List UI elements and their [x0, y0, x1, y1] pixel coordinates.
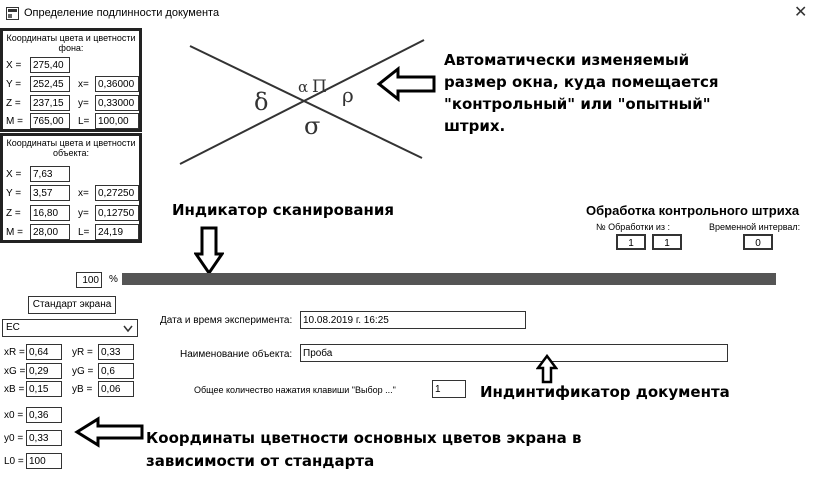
bg-l-label: L=	[78, 116, 90, 127]
screen-standard-value: EC	[6, 322, 20, 333]
xb-label: xB =	[4, 384, 25, 395]
background-coordinates-panel	[0, 28, 142, 132]
yg-field[interactable]: 0,6	[98, 363, 134, 379]
xg-field[interactable]: 0,29	[26, 363, 62, 379]
presses-label: Общее количество нажатия клавиши "Выбор ..."	[194, 385, 396, 395]
processing-total-field[interactable]: 1	[652, 234, 682, 250]
bg-y-chroma-label: y=	[78, 98, 89, 109]
scan-note: Индикатор сканирования	[172, 201, 395, 219]
app-icon	[6, 7, 19, 20]
bg-y-chroma-field[interactable]: 0,33000	[95, 95, 139, 111]
bg-x-chroma-field[interactable]: 0,36000	[95, 76, 139, 92]
obj-x-chroma-field[interactable]: 0,27250	[95, 185, 139, 201]
obj-l-field[interactable]: 24,19	[95, 224, 139, 240]
obj-m-label: M =	[6, 227, 23, 238]
datetime-label: Дата и время эксперимента:	[160, 315, 293, 326]
xr-field[interactable]: 0,64	[26, 344, 62, 360]
sketch-letter-delta: δ	[254, 88, 269, 116]
y0-field[interactable]: 0,33	[26, 430, 62, 446]
coords-note-line-2: зависимости от стандарта	[146, 452, 375, 470]
object-coordinates-panel	[0, 133, 142, 243]
xg-label: xG =	[4, 366, 26, 377]
bg-m-label: M =	[6, 116, 23, 127]
processing-count-label: № Обработки из :	[596, 222, 671, 232]
scan-percent-sign: %	[109, 274, 118, 285]
bg-x-label: X =	[6, 60, 22, 71]
chevron-down-icon	[123, 325, 133, 333]
sketch-letter-pi: Π	[312, 77, 327, 97]
datetime-field[interactable]: 10.08.2019 г. 16:25	[300, 311, 526, 329]
bg-x-chroma-label: x=	[78, 79, 89, 90]
sketch-letter-sigma: σ	[304, 112, 321, 140]
window-note-line-4: штрих.	[444, 117, 506, 135]
bg-l-field[interactable]: 100,00	[95, 113, 139, 129]
bg-x-field[interactable]: 275,40	[30, 57, 70, 73]
window-title: Определение подлинности документа	[24, 7, 220, 19]
coords-note-line-1: Координаты цветности основных цветов экрана в	[146, 429, 582, 447]
window-note-line-2: размер окна, куда помещается	[444, 73, 719, 91]
obj-z-field[interactable]: 16,80	[30, 205, 70, 221]
left-arrow-icon	[74, 416, 146, 448]
screen-standard-select[interactable]	[2, 319, 138, 337]
obj-panel-heading: Координаты цвета и цветности объекта:	[6, 138, 136, 158]
bg-z-label: Z =	[6, 98, 21, 109]
obj-x-chroma-label: x=	[78, 188, 89, 199]
bg-y-label: Y =	[6, 79, 22, 90]
window-note-line-1: Автоматически изменяемый	[444, 51, 690, 69]
screen-standard-label: Стандарт экрана	[28, 296, 116, 314]
object-name-label: Наименование объекта:	[180, 349, 293, 360]
obj-l-label: L=	[78, 227, 90, 238]
obj-z-label: Z =	[6, 208, 21, 219]
up-arrow-icon	[536, 354, 558, 384]
l0-label: L0 =	[4, 456, 24, 467]
left-arrow-icon	[376, 66, 438, 102]
obj-y-chroma-label: y=	[78, 208, 89, 219]
obj-m-field[interactable]: 28,00	[30, 224, 70, 240]
yg-label: yG =	[72, 366, 94, 377]
window-note-line-3: "контрольный" или "опытный"	[444, 95, 711, 113]
sketch-letter-rho: ρ	[342, 83, 354, 107]
bg-z-field[interactable]: 237,15	[30, 95, 70, 111]
l0-field[interactable]: 100	[26, 453, 62, 469]
obj-x-label: X =	[6, 169, 22, 180]
scan-progress-fill	[122, 273, 776, 285]
scan-progress-bar	[122, 273, 776, 285]
title-bar	[0, 0, 824, 28]
presses-field[interactable]: 1	[432, 380, 466, 398]
y0-label: y0 =	[4, 433, 24, 444]
bg-m-field[interactable]: 765,00	[30, 113, 70, 129]
obj-y-label: Y =	[6, 188, 22, 199]
obj-y-chroma-field[interactable]: 0,12750	[95, 205, 139, 221]
doc-note: Индинтификатор документа	[480, 383, 730, 401]
yr-field[interactable]: 0,33	[98, 344, 134, 360]
xr-label: xR =	[4, 347, 25, 358]
bg-y-field[interactable]: 252,45	[30, 76, 70, 92]
x0-field[interactable]: 0,36	[26, 407, 62, 423]
x0-label: x0 =	[4, 410, 24, 421]
down-arrow-icon	[194, 226, 224, 276]
yr-label: yR =	[72, 347, 93, 358]
close-button[interactable]: ✕	[794, 4, 808, 21]
object-name-field[interactable]: Проба	[300, 344, 728, 362]
scan-percent-field[interactable]: 100	[76, 272, 102, 288]
sketch-letter-alpha: α	[298, 78, 309, 96]
processing-heading: Обработка контрольного штриха	[586, 203, 800, 218]
xb-field[interactable]: 0,15	[26, 381, 62, 397]
yb-label: yB =	[72, 384, 93, 395]
processing-current-field[interactable]: 1	[616, 234, 646, 250]
bg-panel-heading: Координаты цвета и цветности фона:	[6, 33, 136, 53]
processing-interval-field[interactable]: 0	[743, 234, 773, 250]
yb-field[interactable]: 0,06	[98, 381, 134, 397]
processing-interval-label: Временной интервал:	[709, 222, 801, 232]
obj-y-field[interactable]: 3,57	[30, 185, 70, 201]
obj-x-field[interactable]: 7,63	[30, 166, 70, 182]
